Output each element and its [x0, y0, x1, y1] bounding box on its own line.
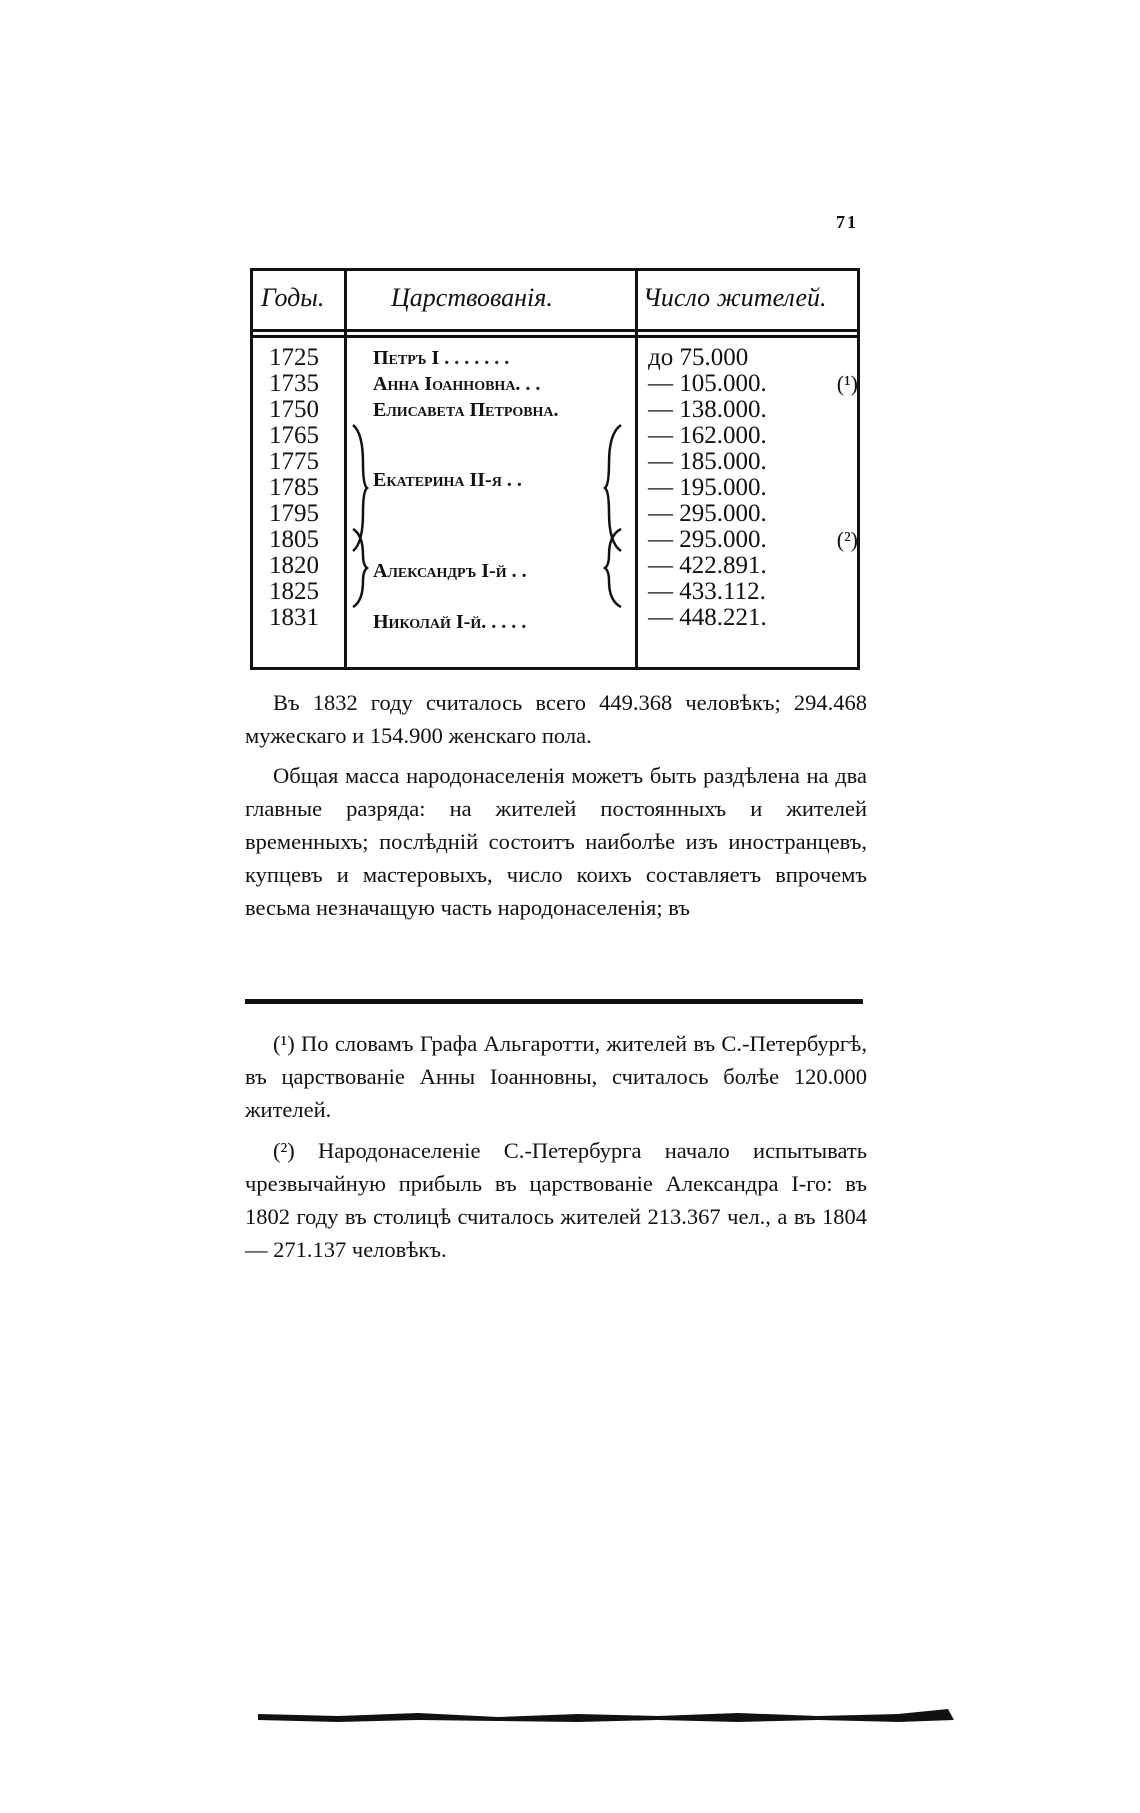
- year-cell: 1750: [269, 396, 319, 423]
- population-cell: — 162.000.: [648, 422, 767, 449]
- body-text: [245, 686, 867, 931]
- years-column: [269, 345, 319, 631]
- bottom-ink-smudge: [258, 1700, 958, 1730]
- reign-cell: Александръ I-й . .: [373, 560, 527, 582]
- header-reigns: Царствованія.: [391, 283, 553, 312]
- reign-cell: Николай I-й. . . . .: [373, 611, 527, 633]
- footnote-2: (²) Народонаселеніе С.-Петербурга начало испытывать чрезвычайную прибыль въ царствованіе Александра I-го: въ 1802 году въ столицѣ считалось жителей 213.367 чел., а въ 1804 — 271.137 человѣкъ.: [245, 1138, 867, 1262]
- reign-cell: Екатерина II-я . .: [373, 469, 522, 491]
- population-cell: — 105.000. (¹): [648, 370, 858, 397]
- reign-cell: Анна Іоанновна. . .: [373, 373, 541, 395]
- right-brace-alexander: [603, 527, 625, 609]
- year-cell: 1805: [269, 526, 319, 553]
- year-cell: 1775: [269, 448, 319, 475]
- header-population: Число жителей.: [643, 283, 827, 312]
- population-cell: — 295.000. (²): [648, 526, 858, 553]
- population-cell: — 295.000.: [648, 500, 767, 527]
- year-cell: 1831: [269, 604, 319, 631]
- left-brace-alexander: [349, 527, 369, 609]
- year-cell: 1725: [269, 344, 319, 371]
- page-number: 71: [836, 212, 858, 232]
- footnote-mark-1: (¹): [836, 371, 858, 396]
- year-cell: 1795: [269, 500, 319, 527]
- year-cell: 1765: [269, 422, 319, 449]
- population-column: [648, 345, 860, 631]
- population-cell: — 422.891.: [648, 552, 767, 579]
- population-cell: — 433.112.: [648, 578, 766, 605]
- year-cell: 1785: [269, 474, 319, 501]
- year-cell: 1735: [269, 370, 319, 397]
- population-cell: — 138.000.: [648, 396, 767, 423]
- population-cell: — 185.000.: [648, 448, 767, 475]
- body-paragraph: Въ 1832 году считалось всего 449.368 человѣкъ; 294.468 мужескаго и 154.900 женскаго пола.: [245, 690, 867, 748]
- year-cell: 1825: [269, 578, 319, 605]
- footnote-1: (¹) По словамъ Графа Альгаротти, жителей въ С.-Петербургѣ, въ царствованіе Анны Іоанновны, считалось болѣе 120.000 жителей.: [245, 1031, 867, 1122]
- population-cell: — 448.221.: [648, 604, 767, 631]
- reign-cell: Елисавета Петровна.: [373, 399, 559, 421]
- year-cell: 1820: [269, 552, 319, 579]
- footnote-separator: [245, 999, 863, 1004]
- footnotes: [245, 1027, 867, 1274]
- population-table: [250, 268, 860, 670]
- header-double-rule: [253, 329, 857, 338]
- population-cell: — 195.000.: [648, 474, 767, 501]
- reign-cell: Петръ I . . . . . . .: [373, 347, 510, 369]
- footnote-mark-2: (²): [836, 527, 858, 552]
- header-years: Годы.: [261, 283, 325, 312]
- population-cell: до 75.000: [648, 344, 749, 371]
- body-paragraph: Общая масса народонаселенія можетъ быть раздѣлена на два главные разряда: на жителей постоянныхъ и жителей временныхъ; послѣдній состоитъ наиболѣе изъ иностранцевъ, купцевъ и мастеровыхъ, число коихъ составляетъ впрочемъ весьма незначащую часть народонаселенія; въ: [245, 763, 867, 920]
